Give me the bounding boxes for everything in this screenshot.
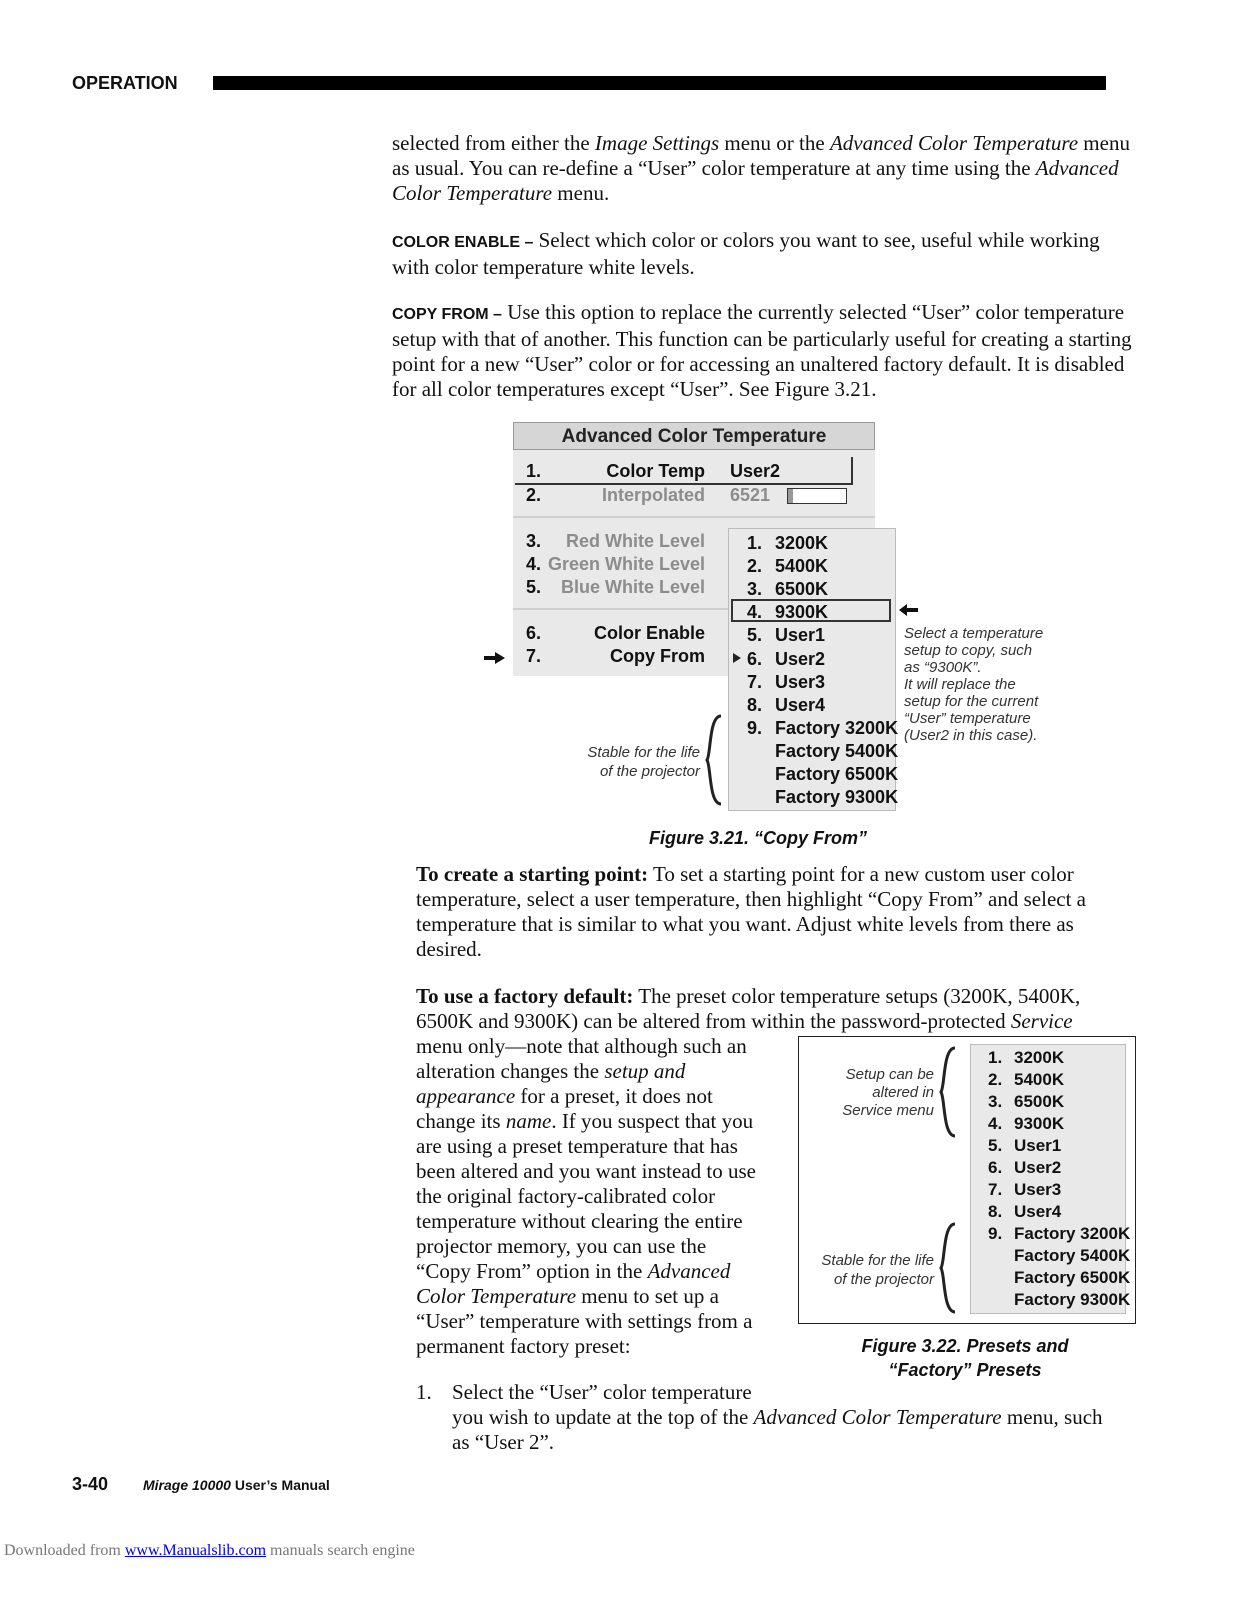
intro-paragraph: selected from either the Image Settings menu or the Advanced Color Temperature menu as usual. You can re-define a “User” color temperature at any time using the Advanced Color Temperature menu.	[392, 131, 1130, 205]
submenu-item[interactable]	[729, 764, 899, 787]
submenu-item[interactable]	[971, 1070, 1125, 1092]
figure-3-21-caption: Figure 3.21. “Copy From”	[649, 828, 868, 848]
menu-row-num: 2.	[526, 485, 542, 505]
factory-default-line: “User” temperature with settings from a	[416, 1309, 753, 1333]
header-rule	[213, 76, 1106, 90]
submenu-item-num: 9.	[747, 717, 763, 738]
menu-row-num: 7.	[526, 646, 542, 666]
submenu-item-num: 5.	[747, 625, 763, 646]
select-temperature-note: Select a temperature setup to copy, such as “9300K”. It will replace the setup for the current “User” temperature (User2 in this case).	[904, 625, 1044, 744]
interpolated-slider-fill	[788, 489, 793, 503]
submenu-item-num: 9.	[988, 1224, 1003, 1243]
factory-default-line: the original factory-calibrated color	[416, 1184, 716, 1208]
submenu-item-label: User1	[1014, 1136, 1062, 1155]
factory-default-line: permanent factory preset:	[416, 1334, 631, 1358]
menu-row-label: Color Temp	[606, 461, 705, 481]
submenu-item-label: User3	[775, 671, 826, 692]
submenu-item-label: 5400K	[1014, 1070, 1065, 1089]
submenu-item-num: 3.	[988, 1092, 1003, 1111]
submenu-item-label: User2	[775, 648, 826, 669]
submenu-item[interactable]	[729, 602, 895, 625]
stable-note: Stable for the life of the projector	[587, 744, 700, 780]
submenu-item[interactable]	[971, 1114, 1125, 1136]
menu-row-num: 4.	[526, 554, 542, 574]
submenu-item-num: 4.	[988, 1114, 1003, 1133]
submenu-item[interactable]	[729, 625, 895, 648]
factory-default-label: To use a factory default:	[416, 984, 634, 1008]
submenu-item[interactable]	[729, 649, 895, 672]
submenu-item-num: 2.	[747, 556, 763, 577]
submenu-item-num: 3.	[747, 579, 763, 600]
menu-row-label: Interpolated	[601, 485, 705, 505]
submenu-item[interactable]	[971, 1268, 1131, 1290]
pointer-arrow-icon	[899, 604, 919, 616]
menu-row-label: Red White Level	[565, 531, 705, 551]
menu-divider	[513, 516, 875, 518]
menu-title: Advanced Color Temperature	[513, 422, 875, 450]
factory-default-line: change its name. If you suspect that you	[416, 1109, 754, 1133]
submenu-item-label: Factory 5400K	[1014, 1246, 1131, 1265]
submenu-item-label: Factory 9300K	[1014, 1290, 1131, 1309]
submenu-item-label: User4	[775, 694, 826, 715]
submenu-item-label: User1	[775, 625, 826, 646]
copy-from-submenu	[728, 528, 899, 811]
brace-icon	[937, 1222, 957, 1314]
brace-icon	[937, 1046, 957, 1138]
submenu-item[interactable]	[729, 740, 899, 764]
submenu-item-label: Factory 3200K	[775, 717, 899, 738]
setup-note: Setup can be altered in Service menu	[842, 1066, 934, 1119]
menu-row-label[interactable]: Copy From	[609, 646, 705, 666]
submenu-item[interactable]	[729, 787, 899, 810]
submenu-item-num: 2.	[988, 1070, 1003, 1089]
factory-default-line: are using a preset temperature that has	[416, 1134, 738, 1158]
step-text: Select the “User” color temperature you wish to update at the top of the Advanced Color Temperature menu, such as “User 2”.	[452, 1380, 1103, 1454]
figure-3-22-caption: Figure 3.22. Presets and “Factory” Presets	[861, 1336, 1069, 1380]
submenu-item[interactable]	[729, 695, 895, 718]
factory-default-line1: To use a factory default: The preset color temperature setups (3200K, 5400K,	[416, 984, 1081, 1008]
factory-default-line: menu only—note that although such an	[416, 1034, 747, 1058]
submenu-item-label: Factory 6500K	[1014, 1268, 1131, 1287]
submenu-item[interactable]	[729, 533, 895, 556]
submenu-item[interactable]	[971, 1246, 1131, 1268]
menu-row-value: 6521	[730, 485, 771, 505]
submenu-item[interactable]	[971, 1224, 1131, 1246]
menu-row-value: User2	[730, 461, 781, 481]
factory-default-line: Color Temperature menu to set up a	[416, 1284, 719, 1308]
submenu-item-num: 7.	[988, 1180, 1003, 1199]
submenu-item[interactable]	[729, 556, 895, 579]
presets-list	[970, 1044, 1131, 1314]
submenu-item[interactable]	[971, 1092, 1125, 1114]
copy-from-paragraph: COPY FROM – Use this option to replace the currently selected “User” color temperature setup with that of another. This function can be particularly useful for creating a starting point for a new “User” color or for accessing an unaltered factory default. It is disabled for all color temperatures except “User”. See Figure 3.21.	[392, 300, 1132, 401]
menu-row-num: 6.	[526, 623, 542, 643]
submenu-item-num: 6.	[747, 648, 763, 669]
submenu-item[interactable]	[971, 1180, 1125, 1202]
stable-note: Stable for the life of the projector	[821, 1252, 934, 1288]
submenu-item-num: 1.	[747, 533, 763, 553]
submenu-item-label: User4	[1014, 1202, 1062, 1221]
factory-default-line: “Copy From” option in the Advanced	[416, 1259, 731, 1283]
factory-default-line: alteration changes the setup and	[416, 1059, 686, 1083]
submenu-item-num: 1.	[988, 1048, 1003, 1067]
download-banner: Downloaded from www.Manualslib.com manuals search engine	[4, 1542, 415, 1559]
factory-default-line: projector memory, you can use the	[416, 1234, 707, 1258]
section-heading: OPERATION	[72, 73, 178, 93]
submenu-item-label: Factory 5400K	[775, 740, 899, 761]
page-number: 3-40	[72, 1474, 109, 1494]
menu-row-label: Blue White Level	[560, 577, 705, 597]
factory-default-line2: 6500K and 9300K) can be altered from within the password-protected Service	[416, 1009, 1073, 1033]
step-number: 1.	[416, 1380, 432, 1404]
submenu-item-label: 6500K	[1014, 1092, 1065, 1111]
submenu-item-label: 3200K	[1014, 1048, 1065, 1067]
starting-point-paragraph: To create a starting point: To set a starting point for a new custom user color temperature, select a user temperature, then highlight “Copy From” and select a temperature that is similar to what you want. Adjust white levels from there as desired.	[416, 862, 1087, 961]
submenu-item-label: 3200K	[775, 533, 829, 553]
copy-from-label: COPY FROM –	[392, 306, 502, 323]
starting-point-label: To create a starting point:	[416, 862, 649, 886]
submenu-item-label: 9300K	[1014, 1114, 1065, 1133]
submenu-item-num: 8.	[747, 694, 763, 715]
submenu-item[interactable]	[971, 1048, 1125, 1070]
submenu-item[interactable]	[729, 672, 895, 695]
submenu-item-label: Factory 3200K	[1014, 1224, 1131, 1243]
submenu-item-label: Factory 9300K	[775, 787, 899, 808]
menu-row-label: Green White Level	[547, 554, 705, 574]
submenu-item-label: Factory 6500K	[775, 764, 899, 784]
submenu-item-label: 9300K	[775, 602, 829, 623]
submenu-item[interactable]	[971, 1202, 1125, 1224]
submenu-item-num: 4.	[747, 602, 763, 623]
submenu-item-label: 5400K	[775, 556, 829, 577]
submenu-item[interactable]	[971, 1158, 1125, 1180]
menu-row-num: 1.	[526, 461, 542, 481]
submenu-item-num: 5.	[988, 1136, 1003, 1155]
brace-icon	[703, 714, 723, 806]
interpolated-slider	[787, 488, 847, 504]
factory-default-body	[416, 1034, 786, 1359]
menu-row-label[interactable]: Color Enable	[593, 623, 705, 643]
submenu-item-label: User3	[1014, 1180, 1062, 1199]
submenu-item[interactable]	[729, 579, 895, 602]
pointer-arrow-icon	[483, 652, 505, 664]
submenu-item-num: 7.	[747, 671, 763, 692]
menu-row-num: 3.	[526, 531, 542, 551]
factory-default-line: appearance for a preset, it does not	[416, 1084, 713, 1108]
manualslib-link[interactable]: www.Manualslib.com	[124, 1542, 267, 1559]
submenu-item[interactable]	[729, 717, 899, 741]
factory-default-line: been altered and you want instead to use	[416, 1159, 756, 1183]
submenu-item-num: 8.	[988, 1202, 1003, 1221]
submenu-item-label: 6500K	[775, 579, 829, 600]
color-enable-paragraph: COLOR ENABLE – Select which color or colors you want to see, useful while working with color temperature white levels.	[392, 228, 1100, 279]
color-enable-label: COLOR ENABLE –	[392, 234, 534, 251]
menu-row-num: 5.	[526, 577, 542, 597]
manual-title: Mirage 10000 User’s Manual	[143, 1477, 330, 1493]
submenu-item[interactable]	[971, 1290, 1131, 1312]
submenu-item-num: 6.	[988, 1158, 1003, 1177]
submenu-item-label: User2	[1014, 1158, 1062, 1177]
submenu-item[interactable]	[971, 1136, 1125, 1158]
factory-default-line: temperature without clearing the entire	[416, 1209, 743, 1233]
